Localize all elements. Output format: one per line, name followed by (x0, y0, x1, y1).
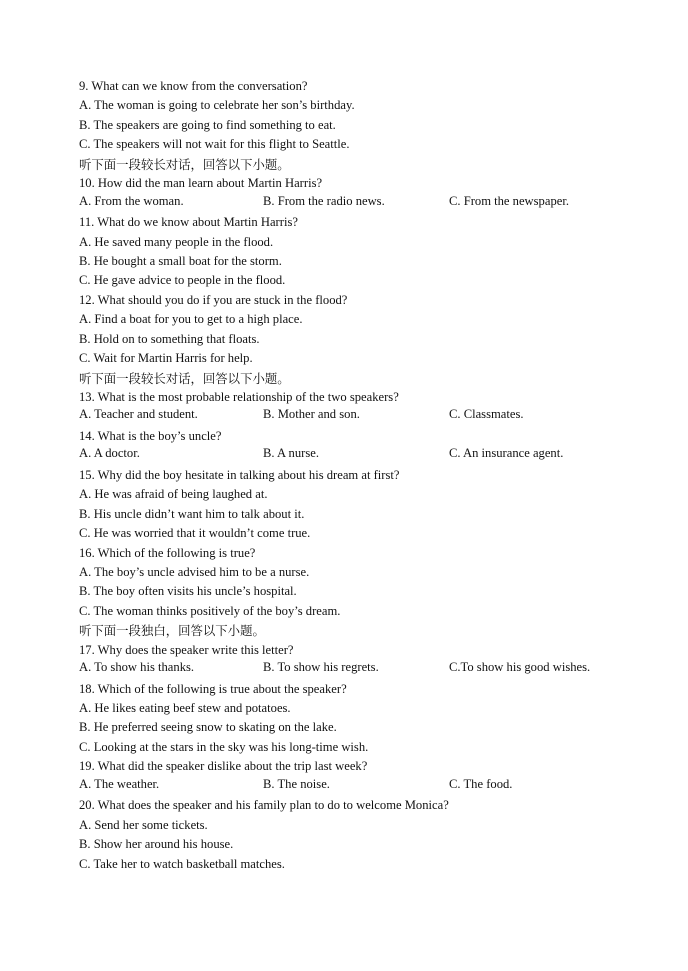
option-c: C. Classmates. (449, 407, 524, 422)
answer-option: C. Take her to watch basketball matches. (79, 856, 285, 871)
answer-option: A. Send her some tickets. (79, 817, 208, 832)
answer-option: B. The boy often visits his uncle’s hospital. (79, 584, 297, 599)
answer-option: C. He gave advice to people in the flood. (79, 273, 286, 288)
answer-option: B. He preferred seeing snow to skating on the lake. (79, 720, 337, 735)
answer-option: B. He bought a small boat for the storm. (79, 253, 282, 268)
question-stem: 19. What did the speaker dislike about the trip last week? (79, 759, 368, 774)
answer-option: B. His uncle didn’t want him to talk about it. (79, 506, 305, 521)
answer-option: A. He saved many people in the flood. (79, 234, 274, 249)
answer-option: A. The woman is going to celebrate her son’s birthday. (79, 98, 355, 113)
option-a: A. To show his thanks. (79, 660, 195, 675)
answer-option: B. The speakers are going to find something to eat. (79, 117, 336, 132)
option-a: A. The weather. (79, 776, 160, 791)
option-row (79, 777, 639, 796)
option-a: A. A doctor. (79, 446, 140, 461)
option-b: B. To show his regrets. (263, 660, 379, 675)
answer-option: A. The boy’s uncle advised him to be a nurse. (79, 564, 310, 579)
question-stem: 10. How did the man learn about Martin Harris? (79, 176, 323, 191)
answer-option: C. He was worried that it wouldn’t come true. (79, 526, 311, 541)
section-instruction: 听下面一段独白，回答以下小题。 (79, 623, 265, 639)
option-b: B. From the radio news. (263, 193, 385, 208)
answer-option: B. Show her around his house. (79, 837, 234, 852)
answer-option: C. The speakers will not wait for this flight to Seattle. (79, 137, 350, 152)
answer-option: C. The woman thinks positively of the boy’s dream. (79, 603, 341, 618)
section-instruction: 听下面一段较长对话，回答以下小题。 (79, 370, 290, 386)
answer-option: C. Looking at the stars in the sky was his long-time wish. (79, 739, 369, 754)
document-body (79, 77, 639, 874)
question-stem: 12. What should you do if you are stuck in the flood? (79, 292, 348, 307)
option-c: C. An insurance agent. (449, 446, 564, 461)
answer-option: C. Wait for Martin Harris for help. (79, 351, 253, 366)
answer-option: A. He likes eating beef stew and potatoes. (79, 701, 291, 715)
question-stem: 16. Which of the following is true? (79, 545, 256, 560)
question-stem: 17. Why does the speaker write this letter? (79, 642, 294, 657)
option-a: A. From the woman. (79, 193, 184, 208)
option-c: C. The food. (449, 776, 513, 791)
answer-option: B. Hold on to something that floats. (79, 331, 260, 346)
section-instruction: 听下面一段较长对话，回答以下小题。 (79, 156, 290, 172)
option-b: B. Mother and son. (263, 407, 360, 422)
option-row (79, 194, 639, 213)
answer-option: A. He was afraid of being laughed at. (79, 487, 268, 502)
question-stem: 9. What can we know from the conversation? (79, 79, 308, 93)
option-c: C.To show his good wishes. (449, 660, 591, 675)
option-row (79, 407, 639, 426)
option-c: C. From the newspaper. (449, 193, 569, 208)
option-a: A. Teacher and student. (79, 407, 198, 422)
answer-option: A. Find a boat for you to get to a high place. (79, 312, 303, 327)
question-stem: 11. What do we know about Martin Harris? (79, 215, 298, 230)
question-stem: 15. Why did the boy hesitate in talking about his dream at first? (79, 467, 400, 482)
question-stem: 18. Which of the following is true about the speaker? (79, 681, 347, 696)
question-stem: 13. What is the most probable relationship of the two speakers? (79, 390, 399, 404)
option-b: B. A nurse. (263, 446, 319, 461)
option-b: B. The noise. (263, 776, 330, 791)
question-stem: 20. What does the speaker and his family plan to do to welcome Monica? (79, 798, 449, 813)
option-row (79, 446, 639, 465)
question-stem: 14. What is the boy’s uncle? (79, 428, 222, 443)
option-row (79, 660, 639, 679)
